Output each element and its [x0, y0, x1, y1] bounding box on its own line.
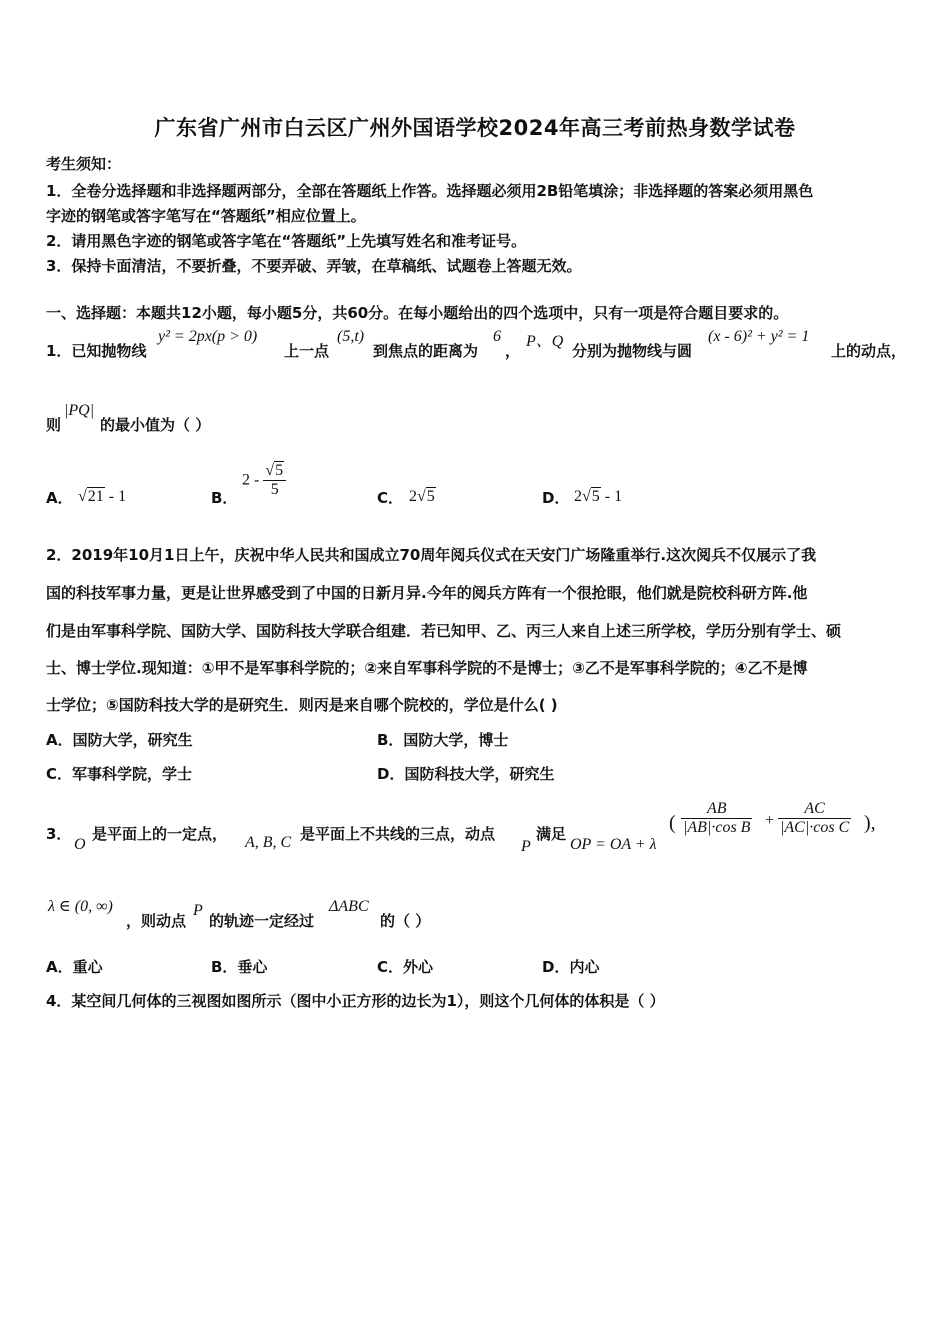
option-formula: √21 - 1	[78, 488, 127, 505]
option: C．外心	[377, 958, 434, 976]
option-formula: 2 - $\frac{√5}{5}$	[242, 462, 286, 499]
question-1-text: 上的动点，	[831, 342, 907, 360]
option-formula: 2√5 - 1	[574, 488, 623, 505]
option: A．重心	[46, 958, 103, 976]
question-3-equation: OP = OA + λ	[570, 836, 657, 853]
vector-fraction	[778, 800, 851, 837]
notice-line: 2．请用黑色字迹的钢笔或答字笔在“答题纸”上先填写姓名和准考证号。	[46, 232, 527, 250]
question-1-formula: 6	[493, 328, 501, 345]
right-paren: ),	[864, 812, 876, 834]
option-label: D．	[542, 489, 570, 507]
section-heading: 一、选择题：本题共12小题，每小题5分，共60分。在每小题给出的四个选项中，只有一项是符合题目要求的。	[46, 304, 789, 322]
option: A．国防大学，研究生	[46, 731, 193, 749]
notice-line: 1．全卷分选择题和非选择题两部分，全部在答题纸上作答。选择题必须用2B铅笔填涂；非选择题的答案必须用黑色	[46, 182, 814, 200]
question-3-text: 的轨迹一定经过	[209, 912, 315, 930]
question-1-formula: (5,t)	[337, 328, 365, 345]
question-1-formula: |PQ|	[64, 402, 95, 419]
question-3-formula: A, B, C	[245, 834, 292, 851]
question-1-text: 的最小值为（ ）	[100, 416, 211, 434]
question-1-formula: P、Q	[526, 333, 564, 350]
option-label: C．	[377, 489, 404, 507]
vector-fraction	[681, 800, 752, 837]
question-4-text: 4．某空间几何体的三视图如图所示（图中小正方形的边长为1），则这个几何体的体积是（ ）	[46, 992, 665, 1010]
notice-line: 字迹的钢笔或答字笔写在“答题纸”相应位置上。	[46, 207, 366, 225]
question-3-text: 是平面上不共线的三点，动点	[300, 825, 496, 843]
question-1-formula: y² = 2px(p > 0)	[158, 328, 258, 345]
notice-line: 3．保持卡面清洁，不要折叠，不要弄破、弄皱，在草稿纸、试题卷上答题无效。	[46, 257, 582, 275]
question-2-line: 2．2019年10月1日上午，庆祝中华人民共和国成立70周年阅兵仪式在天安门广场隆重举行.这次阅兵不仅展示了我	[46, 546, 817, 564]
fraction-numerator: AB	[681, 800, 752, 819]
option-formula: 2√5	[409, 488, 435, 505]
question-1-text: 到焦点的距离为	[373, 342, 479, 360]
fraction-denominator: |AC|·cos C	[780, 819, 850, 836]
left-paren: (	[669, 812, 676, 834]
option: C．军事科学院，学士	[46, 765, 193, 783]
question-3-formula: P	[193, 902, 203, 919]
question-1-text: 1．已知抛物线	[46, 342, 147, 360]
option: B．垂心	[211, 958, 268, 976]
question-1-text: 则	[46, 416, 62, 434]
question-2-line: 士学位；⑤国防科技大学的是研究生．则丙是来自哪个院校的，学位是什么( )	[46, 696, 558, 714]
page-title: 广东省广州市白云区广州外国语学校2024年高三考前热身数学试卷	[154, 116, 796, 140]
question-2-line: 士、博士学位.现知道：①甲不是军事科学院的；②来自军事科学院的不是博士；③乙不是军事科学院的；④乙不是博	[46, 659, 808, 677]
question-1-text: ，	[505, 342, 521, 360]
option-label: A．	[46, 489, 73, 507]
question-3-text: 是平面上的一定点，	[92, 825, 228, 843]
question-3-text: ，则动点	[126, 912, 187, 930]
fraction-denominator: |AB|·cos B	[683, 819, 751, 836]
question-3-text: 3．	[46, 825, 72, 843]
notice-heading: 考生须知：	[46, 155, 122, 173]
option: B．国防大学，博士	[377, 731, 509, 749]
option-label: B．	[211, 489, 238, 507]
fraction-numerator: AC	[778, 800, 851, 819]
question-2-line: 们是由军事科学院、国防大学、国防科技大学联合组建．若已知甲、乙、丙三人来自上述三所学校，学历分别有学士、硕	[46, 622, 842, 640]
question-3-formula: λ ∈ (0, ∞)	[48, 898, 113, 915]
question-2-line: 国的科技军事力量，更是让世界感受到了中国的日新月异.今年的阅兵方阵有一个很抢眼，他们就是院校科研方阵.他	[46, 584, 808, 602]
question-1-text: 上一点	[284, 342, 330, 360]
option: D．内心	[542, 958, 600, 976]
question-3-formula: P	[521, 838, 531, 855]
option: D．国防科技大学，研究生	[377, 765, 555, 783]
question-1-formula: (x - 6)² + y² = 1	[708, 328, 810, 345]
question-1-text: 分别为抛物线与圆	[572, 342, 693, 360]
question-3-text: 满足	[536, 825, 567, 843]
question-3-text: 的（ ）	[380, 912, 431, 930]
question-3-formula: ΔABC	[329, 898, 369, 915]
question-3-formula: O	[74, 836, 86, 853]
plus-sign: +	[765, 812, 775, 829]
